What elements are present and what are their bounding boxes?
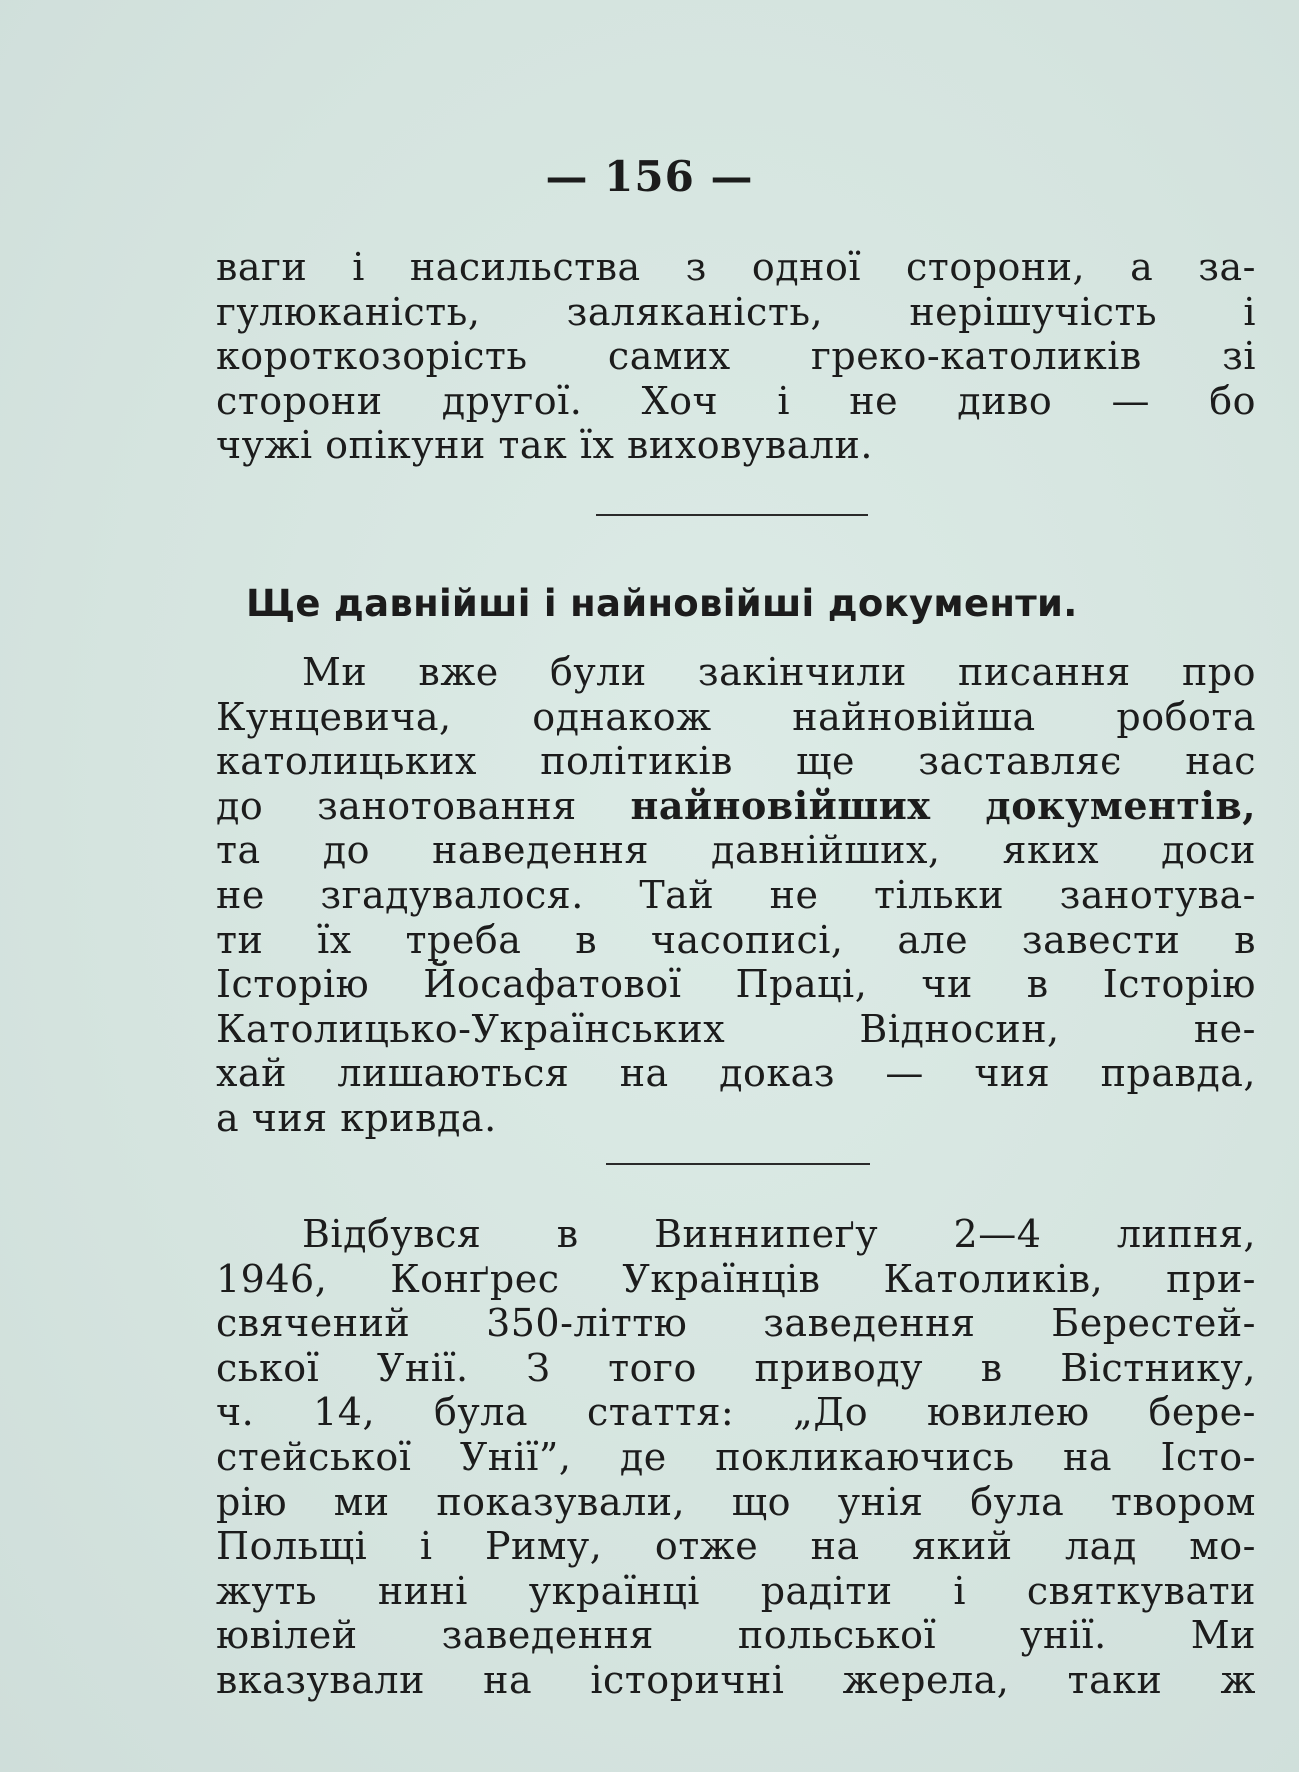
text-line: хай лишаються на доказ — чия правда, bbox=[216, 1051, 1256, 1096]
paragraph-congress bbox=[216, 1212, 1256, 1703]
text-line: жуть нині українці радіти і святкувати bbox=[216, 1568, 1256, 1613]
text-span: до занотовання bbox=[216, 783, 631, 828]
text-line: вказували на історичні жерела, таки ж bbox=[216, 1657, 1256, 1702]
text-line: Польщі і Риму, отже на який лад мо- bbox=[216, 1524, 1256, 1569]
text-line: не згадувалося. Тай не тільки занотува- bbox=[216, 872, 1256, 917]
paragraph-continuation bbox=[216, 245, 1256, 468]
text-line: та до наведення давнійших, яких доси bbox=[216, 828, 1256, 873]
text-line: сторони другої. Хоч і не диво — бо bbox=[216, 378, 1256, 423]
text-line: Відбувся в Виннипеґу 2—4 липня, bbox=[302, 1212, 1256, 1256]
text-line: ти їх треба в часописі, але завести в bbox=[216, 917, 1256, 962]
page-number: — 156 — bbox=[545, 152, 754, 201]
text-line: ювілей заведення польської унії. Ми bbox=[216, 1613, 1256, 1658]
text-line: Кунцевича, однакож найновійша робота bbox=[216, 694, 1256, 739]
section-divider bbox=[606, 1163, 870, 1165]
text-line: 1946, Конґрес Українців Католиків, при- bbox=[216, 1256, 1256, 1301]
text-line: свячений 350-літтю заведення Берестей- bbox=[216, 1301, 1256, 1346]
text-line: Ми вже були закінчили писання про bbox=[302, 650, 1256, 694]
text-line: католицьких політиків ще заставляє нас bbox=[216, 739, 1256, 784]
text-line bbox=[216, 784, 1256, 829]
text-line: Історію Йосафатової Праці, чи в Історію bbox=[216, 962, 1256, 1007]
section-divider bbox=[596, 514, 868, 516]
text-line: ч. 14, була стаття: „До ювилею бере- bbox=[216, 1390, 1256, 1435]
paragraph-documents bbox=[216, 650, 1256, 1141]
text-line: короткозорість самих греко-католиків зі bbox=[216, 334, 1256, 379]
bold-phrase: найновійших документів, bbox=[630, 782, 1256, 828]
text-line: а чия кривда. bbox=[216, 1095, 497, 1140]
text-line: стейської Унії”, де покликаючись на Істо- bbox=[216, 1434, 1256, 1479]
text-line: Католицько-Українських Відносин, не- bbox=[216, 1006, 1256, 1051]
text-line: чужі опікуни так їх виховували. bbox=[216, 423, 873, 468]
text-line: гулюканість, заляканість, нерішучість і bbox=[216, 289, 1256, 334]
text-line: рію ми показували, що унія була твором bbox=[216, 1479, 1256, 1524]
text-line: ваги і насильства з одної сторони, а за- bbox=[216, 245, 1256, 289]
section-heading: Ще давнійші і найновійші документи. bbox=[246, 582, 1078, 625]
text-line: ської Унії. З того приводу в Вістнику, bbox=[216, 1345, 1256, 1390]
